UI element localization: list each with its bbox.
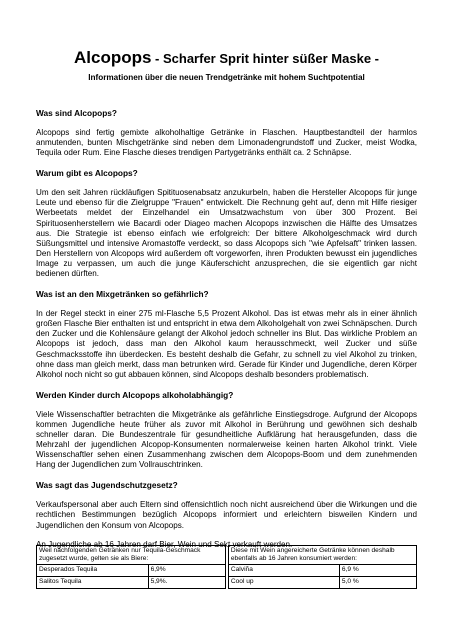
table-left-header: Weil nachfolgenden Getränken nur Tequila-Geschmack zugesetzt wurde, gelten sie als Biere: [37,546,226,565]
right-drink-alcohol: 5,0 % [339,577,416,589]
title-main: Alcopops [73,48,152,67]
document-page [36,36,417,550]
section-heading-law: Was sagt das Jugendschutzgesetz? [36,480,178,491]
section-heading-why: Warum gibt es Alcopops? [36,168,138,179]
section-text-why: Um den seit Jahren rückläufigen Spitituosenabsatz anzukurbeln, haben die Hersteller Alcopops für junge Leute und ebenso für die Zielgruppe "Frauen" entwickelt. Die Rechnung geht auf, denn mit Hilfe riesiger Werbeetats meldet der Einzelhandel ein Umsatzwachstum von über 300 Prozent. Bei Spirituosenherstellern wie Bacardi oder Diageo machen Alcopops inzwischen die Hälfte des Umsatzes aus. Die Strategie ist ebenso einfach wie erfolgreich: Der bittere Alkoholgeschmack wird durch Süßungsmittel und intensive Aromastoffe verdeckt, so dass Alcopops sich "wie Apfelsaft" trinken lassen. Den Herstellern von Alcopops wird außerdem oft vorgeworfen, ihren Produkten bewusst ein jugendliches Image zu verpassen, um auch die junge Käuferschicht anzusprechen, die sie eigentlich gar nicht bedienen dürften. [36,188,417,279]
left-drink-name: Salitos Tequila [37,577,149,589]
section-heading-danger: Was ist an den Mixgetränken so gefährlich? [36,289,209,300]
page-title [36,36,417,68]
table-right-header: Diese mit Wein angereicherte Getränke können deshalb ebenfalls ab 16 Jahren konsumiert werden: [228,546,416,565]
right-drink-name: Calviña [228,565,339,577]
section-text-what: Alcopops sind fertig gemixte alkoholhaltige Getränke in Flaschen. Hauptbestandteil der harmlos anmutenden, bunten Mischgetränke sind neben dem Limonadengrundstoff und Zucker, meist Wodka, Tequila oder Rum. Eine Flasche dieses trendigen Partygetränks enthält ca. 2 Schnäpse. [36,128,417,158]
left-drink-name: Desperados Tequila [37,565,149,577]
table-row [37,577,417,589]
left-drink-alcohol: 5,9%. [148,577,225,589]
section-text-addiction: Viele Wissenschaftler betrachten die Mixgetränke als gefährliche Einstiegsdroge. Aufgrund der Alcopops kommen Jugendliche heute früher als zuvor mit Alkohol in Berührung und gewöhnen sich deshalb schneller daran. Die Bundeszentrale für gesundheitliche Aufklärung hat herausgefunden, dass die Mehrzahl der jugendlichen Alcopop-Konsumenten normalerweise keinen harten Alkohol trinkt. Viele Wissenschaftler sehen einen Zusammenhang zwischen dem Alcopops-Boom und dem zunehmenden Hang der Jugendlichen zum Vollrauschtrinken. [36,409,417,470]
section-text-law: Verkaufspersonal aber auch Eltern sind offensichtlich noch nicht ausreichend über die Wirkungen und die rechtlichen Bestimmungen bezüglich Alcopops informiert und erleichtern bisweilen Kindern und Jugendlichen den Konsum von Alcopops. [36,500,417,530]
closing-text: An Jugendliche ab 16 Jahren darf Bier, Wein und Sekt verkauft werden. [36,539,293,549]
table-header-row [37,546,417,565]
left-drink-alcohol: 6,9% [148,565,225,577]
right-drink-alcohol: 6,9 % [339,565,416,577]
page-subtitle: Informationen über die neuen Trendgetränke mit hohem Suchtpotential [88,73,365,82]
drinks-table [36,545,417,589]
section-text-danger: In der Regel steckt in einer 275 ml-Flasche 5,5 Prozent Alkohol. Das ist etwas mehr als in einer ähnlich großen Flasche Bier enthalten ist und entspricht in etwa dem Alkoholgehalt von zwei Schnäpschen. Durch den Zucker und die Kohlensäure gelangt der Alkohol jedoch schneller ins Blut. Das wirkliche Problem an Alcopops ist jedoch, dass man den Alkohol kaum herausschmeckt, weil Zucker und süße Geschmacksstoffe ihn überdecken. Es besteht deshalb die Gefahr, zu schnell zu viel Alkohol zu trinken, ohne dass man gleich merkt, dass man betrunken wird. Gerade für Kinder und Jugendliche, deren Körper Alkohol noch nicht so gut abbauen können, sind Alcopops deshalb besonders problematisch. [36,309,417,379]
right-drink-name: Cool up [228,577,339,589]
section-heading-what: Was sind Alcopops? [36,108,117,118]
title-tagline: - Scharfer Sprit hinter süßer Maske - [151,51,380,66]
section-heading-addiction: Werden Kinder durch Alcopops alkoholabhängig? [36,389,234,400]
table-row [37,565,417,577]
